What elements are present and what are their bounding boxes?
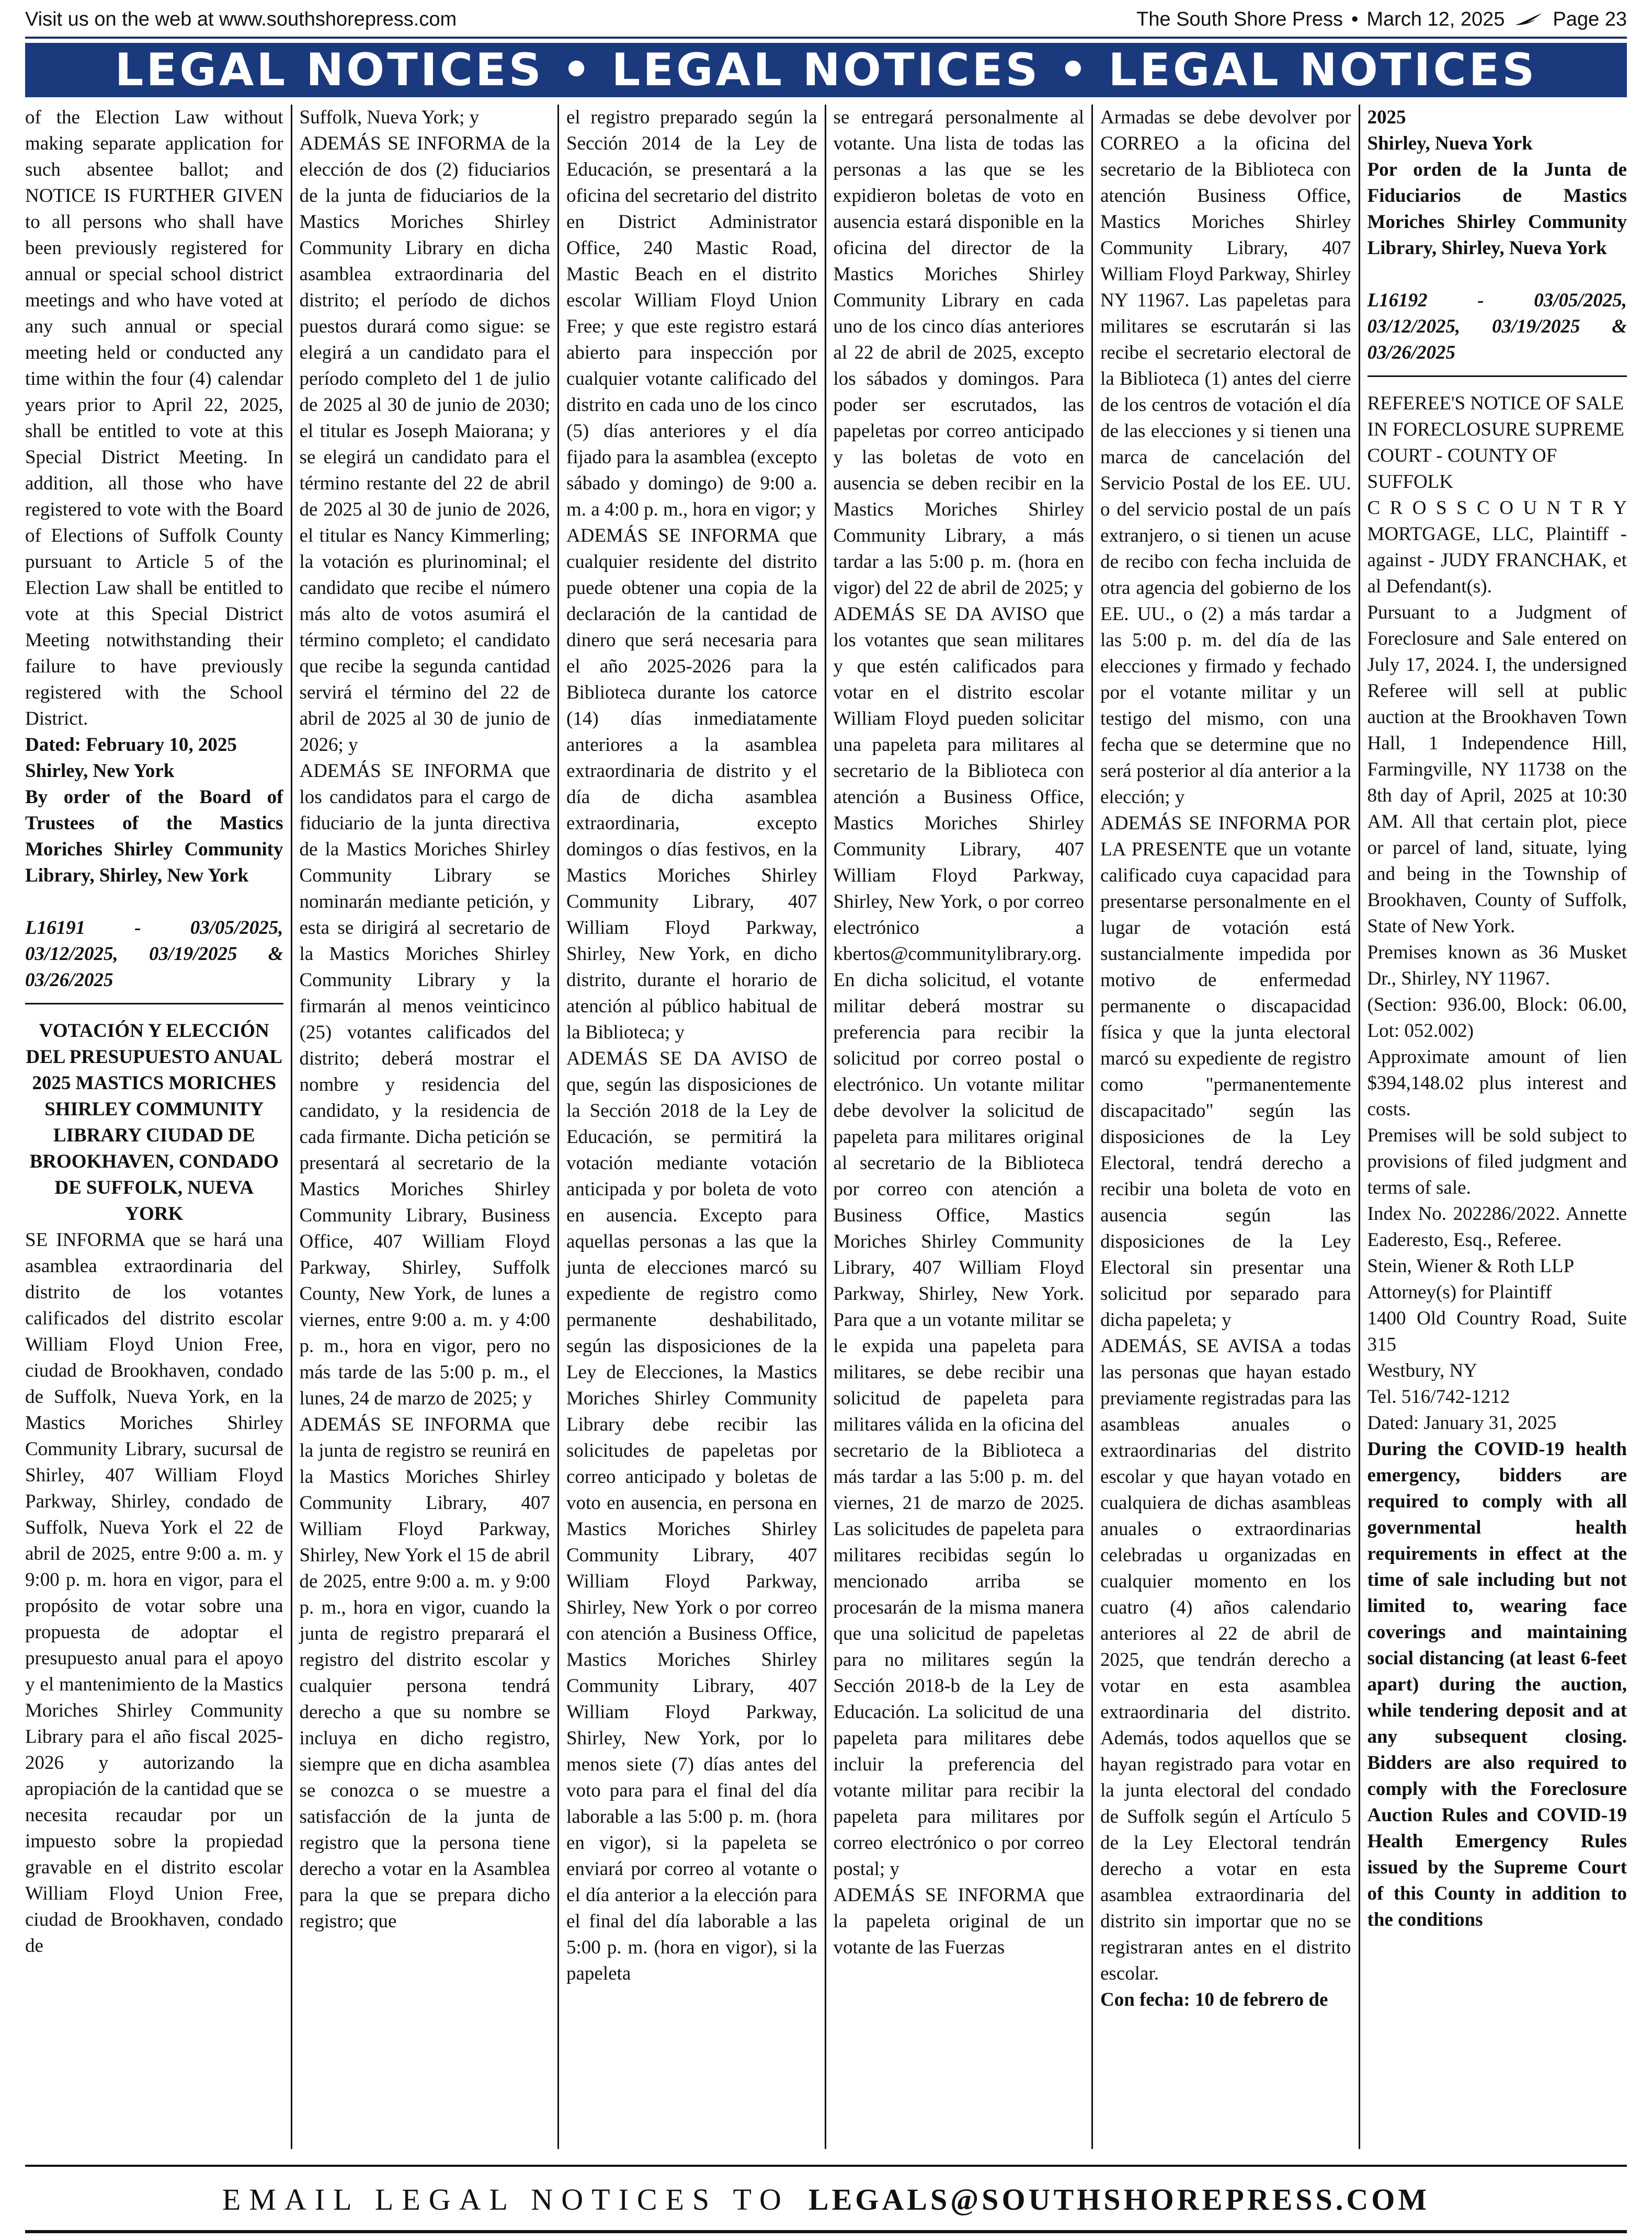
dated-line: Con fecha: 10 de febrero de xyxy=(1100,1989,1328,2010)
page-info xyxy=(1136,8,1627,31)
top-bar xyxy=(25,4,1627,35)
paragraph: Premises will be sold subject to provisions of filed judgment and terms of sale. xyxy=(1367,1125,1627,1198)
column-2 xyxy=(292,105,560,2149)
paragraph: Westbury, NY xyxy=(1367,1360,1477,1381)
paragraph: ADEMÁS, SE AVISA a todas las personas que hayan estado previamente registradas para las asambleas anuales o extraordinarias del distrito escolar y que hayan votado en cualquiera de dichas asambleas anuales o extraordinarias celebradas u organizadas en cualquier momento en los cuatro (4) años calendario anteriores al 22 de abril de 2025, que tendrán derecho a votar en esta asamblea extraordinaria del distrito. Además, todos aquellos que se hayan registrado para votar en la junta electoral del condado de Suffolk según el Artículo 5 de la Ley Electoral tendrán derecho a votar en esta asamblea extraordinaria del distrito sin importar que no se registraran antes en el distrito escolar. xyxy=(1100,1335,1351,1984)
paragraph: ADEMÁS SE INFORMA que los candidatos para el cargo de fiduciario de la junta directiva de la Mastics Moriches Shirley Community Library se nominarán mediante petición, y esta se dirigirá al secretario de la Mastics Moriches Shirley Community Library y la firmarán al menos veinticinco (25) votantes calificados del distrito; deberá mostrar el nombre y residencia del candidato, y la residencia de cada firmante. Dicha petición se presentará al secretario de la Mastics Moriches Shirley Community Library, Business Office, 407 William Floyd Parkway, Shirley, Suffolk County, New York, de lunes a viernes, entre 9:00 a. m. y 4:00 p. m., hora en vigor, pero no más tarde de las 5:00 p. m., el lunes, 24 de marzo de 2025; y xyxy=(299,760,550,1409)
quill-icon xyxy=(1513,12,1544,27)
page-number: Page 23 xyxy=(1553,8,1627,30)
banner-title: LEGAL NOTICES • LEGAL NOTICES • LEGAL NOTICES xyxy=(115,44,1537,96)
column-6 xyxy=(1360,105,1627,2149)
paragraph: Index No. 202286/2022. Annette Eaderesto, Esq., Referee. xyxy=(1367,1203,1627,1251)
website-link[interactable]: Visit us on the web at www.southshorepress.com xyxy=(25,8,457,30)
footer-rule-top xyxy=(25,2165,1627,2167)
paragraph: ADEMÁS SE INFORMA POR LA PRESENTE que un votante calificado cuya capacidad para presentarse personalmente en el lugar de votación está sustancialmente impedida por motivo de enfermedad permanente o discapacidad física y que la junta electoral marcó su expediente de registro como "permanentemente discapacitado" según las disposiciones de la Ley Electoral, tendrá derecho a recibir una boleta de voto en ausencia según las disposiciones de la Ley Electoral sin presentar una solicitud por separado para dicha papeleta; y xyxy=(1100,813,1351,1331)
paragraph: of the Election Law without making separate application for such absentee ballot; and NOTICE IS FURTHER GIVEN to all persons who shall have been previously registered for annual or special school district meetings and who have voted at any such annual or special meeting held or conducted any time within the four (4) calendar years prior to April 22, 2025, shall be entitled to vote at this Special District Meeting. In addition, all those who have registered to vote with the Board of Elections of Suffolk County pursuant to Article 5 of the Election Law shall be entitled to vote at this Special District Meeting notwithstanding their failure to have previously registered with the School District. xyxy=(25,107,283,729)
paragraph: SE INFORMA que se hará una asamblea extraordinaria del distrito de los votantes calificados del distrito escolar William Floyd Union Free, ciudad de Brookhaven, condado de Suffolk, Nueva York, en la Mastics Moriches Shirley Community Library, sucursal de Shirley, 407 William Floyd Parkway, Shirley, condado de Suffolk, Nueva York el 22 de abril de 2025, entre 9:00 a. m. y 9:00 p. m. hora en vigor, para el propósito de votar sobre una propuesta de adoptar el presupuesto anual para el apoyo y el mantenimiento de la Mastics Moriches Shirley Community Library para el año fiscal 2025-2026 y autorizando la apropiación de la cantidad que se necesita recaudar por un impuesto sobre la propiedad gravable en el distrito escolar William Floyd Union Free, ciudad de Brookhaven, condado de xyxy=(25,1229,283,1957)
paragraph: el registro preparado según la Sección 2014 de la Ley de Educación, se presentará a la oficina del secretario del distrito en District Administrator Office, 240 Mastic Road, Mastic Beach en el distrito escolar William Floyd Union Free; y que este registro estará abierto para inspección por cualquier votante calificado del distrito en cada uno de los cinco (5) días anteriores y el día fijado para la asamblea (excepto sábado y domingo) de 9:00 a. m. a 4:00 p. m., hora en vigor; y xyxy=(566,107,817,520)
covid-notice: During the COVID-19 health emergency, bidders are required to comply with all governmental health requirements in effect at the time of sale including but not limited to, wearing face coverings and maintaining social distancing (at least 6-feet apart) during the auction, while tendering deposit and at any subsequent closing. Bidders are also required to comply with the Foreclosure Auction Rules and COVID-19 Health Emergency Rules issued by the Supreme Court of this County in addition to the conditions xyxy=(1367,1438,1627,1930)
notice-reference: L16192 - 03/05/2025, 03/12/2025, 03/19/2025 & 03/26/2025 xyxy=(1367,290,1627,363)
header-rule xyxy=(25,37,1627,39)
notice-title: VOTACIÓN Y ELECCIÓN DEL PRESUPUESTO ANUAL 2025 MASTICS MORICHES SHIRLEY COMMUNITY LIBRARY CIUDAD DE BROOKHAVEN, CONDADO DE SUFFOLK, NUEVA YORK xyxy=(26,1020,283,1225)
paragraph: ADEMÁS SE INFORMA de la elección de dos (2) fiduciarios de la junta de fiduciarios de la Mastics Moriches Shirley Community Library en dicha asamblea extraordinaria del distrito; el período de dichos puestos durará como sigue: se elegirá a un candidato para el período completo del 1 de julio de 2025 al 30 de junio de 2030; el titular es Joseph Maiorana; y se elegirá un candidato para el término restante del 22 de abril de 2025 al 30 de junio de 2026, el titular es Nancy Kimmerling; la votación es plurinominal; el candidato que recibe el número más alto de votos asumirá el término completo; el candidato que recibe la segunda cantidad servirá el término del 22 de abril de 2025 al 30 de junio de 2026; y xyxy=(299,133,550,756)
paragraph: Stein, Wiener & Roth LLP xyxy=(1367,1255,1575,1277)
notice-heading: REFEREE'S NOTICE OF SALE IN FORECLOSURE SUPREME COURT - COUNTY OF SUFFOLK xyxy=(1367,393,1624,493)
paragraph: Pursuant to a Judgment of Foreclosure and Sale entered on July 17, 2024. I, the undersigned Referee will sell at public auction at the Brookhaven Town Hall, 1 Independence Hill, Farmingville, NY 11738 on the 8th day of April, 2025 at 10:30 AM. All that certain plot, piece or parcel of land, situate, lying and being in the Township of Brookhaven, County of Suffolk, State of New York. xyxy=(1367,602,1627,937)
paragraph: Approximate amount of lien $394,148.02 plus interest and costs. xyxy=(1367,1046,1627,1120)
place-line: Shirley, Nueva York xyxy=(1367,133,1533,154)
spacer xyxy=(25,889,283,915)
column-1 xyxy=(25,105,292,2149)
paragraph: se entregará personalmente al votante. Una lista de todas las personas a las que se les expidieron boletas de voto en ausencia estará disponible en la oficina del director de la Mastics Moriches Shirley Community Library en cada uno de los cinco días anteriores al 22 de abril de 2025, excepto los sábados y domingos. Para poder ser escrutados, las papeletas por correo anticipado y las boletas de voto en ausencia se deben recibir en la Mastics Moriches Shirley Community Library, a más tardar a las 5:00 p. m. (hora en vigor) del 22 de abril de 2025; y xyxy=(833,107,1084,599)
notice-divider xyxy=(1368,375,1627,377)
section-banner xyxy=(25,43,1627,97)
paragraph: Premises known as 36 Musket Dr., Shirley, NY 11967. xyxy=(1367,942,1627,989)
footer xyxy=(25,2174,1627,2224)
paragraph: Armadas se debe devolver por CORREO a la oficina del secretario de la Biblioteca con atención Business Office, Mastics Moriches Shirley Community Library, 407 William Floyd Parkway, Shirley NY 11967. Las papeletas para militares se escrutarán si las recibe el secretario electoral de la Biblioteca (1) antes del cierre de los centros de votación el día de las elecciones y si tienen una marca de cancelación del Servicio Postal de los EE. UU. o del servicio postal de un país extranjero, o si tienen un acuse de recibo con fecha incluida de otra agencia del gobierno de los EE. UU., o (2) a más tardar a las 5:00 p. m. del día de las elecciones y firmado y fechado por el votante militar y un testigo del mismo, con una fecha que se determine que no será posterior al día anterior a la elección; y xyxy=(1100,107,1351,808)
paper-name: The South Shore Press xyxy=(1136,8,1343,30)
paragraph: 1400 Old Country Road, Suite 315 xyxy=(1367,1308,1627,1355)
footer-label: EMAIL LEGAL NOTICES TO xyxy=(222,2182,790,2216)
paragraph: ADEMÁS SE INFORMA que la papeleta original de un votante de las Fuerzas xyxy=(833,1884,1084,1958)
paragraph: ADEMÁS SE DA AVISO de que, según las disposiciones de la Sección 2018 de la Ley de Educación, se permitirá la votación mediante votación anticipada y por boleta de voto en ausencia. Excepto para aquellas personas a las que la junta de elecciones marcó su expediente de registro como permanente deshabilitado, según las disposiciones de la Ley de Elecciones, la Mastics Moriches Shirley Community Library debe recibir las solicitudes de papeletas por correo anticipado y boletas de voto en ausencia, en persona en Mastics Moriches Shirley Community Library, 407 William Floyd Parkway, Shirley, New York o por correo con atención a Business Office, Mastics Moriches Shirley Community Library, 407 William Floyd Parkway, Shirley, New York, por lo menos siete (7) días antes del voto para para el final del día laborable a las 5:00 p. m. (hora en vigor), si la papeleta se enviará por correo al votante o el día anterior a la elección para el final del día laborable a las 5:00 p. m. (hora en vigor), si la papeleta xyxy=(566,1048,817,1984)
paragraph: ADEMÁS SE INFORMA que cualquier residente del distrito puede obtener una copia de la declaración de la cantidad de dinero que será necesaria para el año 2025-2026 para la Biblioteca durante los catorce (14) días inmediatamente anteriores a la asamblea extraordinaria de distrito y el día de dicha asamblea extraordinaria, excepto domingos o días festivos, en la Mastics Moriches Shirley Community Library, 407 William Floyd Parkway, Shirley, New York, en dicho distrito, durante el horario de atención al público habitual de la Biblioteca; y xyxy=(566,525,817,1043)
signature-block: By order of the Board of Trustees of the Mastics Moriches Shirley Community Library, Shirley, New York xyxy=(25,786,283,886)
footer-email-link[interactable]: LEGALS@SOUTHSHOREPRESS.COM xyxy=(808,2182,1430,2216)
paragraph: Dated: January 31, 2025 xyxy=(1367,1412,1557,1434)
column-3 xyxy=(559,105,826,2149)
issue-date: March 12, 2025 xyxy=(1366,8,1505,30)
signature-block: Por orden de la Junta de Fiduciarios de Mastics Moriches Shirley Community Library, Shirley, Nueva York xyxy=(1367,159,1627,259)
notice-divider xyxy=(25,1003,283,1004)
notice-reference: L16191 - 03/05/2025, 03/12/2025, 03/19/2025 & 03/26/2025 xyxy=(25,917,283,991)
dated-year: 2025 xyxy=(1367,107,1406,128)
column-5 xyxy=(1093,105,1360,2149)
paragraph: ADEMÁS SE INFORMA que la junta de registro se reunirá en la Mastics Moriches Shirley Community Library, 407 William Floyd Parkway, Shirley, New York el 15 de abril de 2025, entre 9:00 a. m. y 9:00 p. m., hora en vigor, cuando la junta de registro preparará el registro del distrito escolar y cualquier persona tendrá derecho a que su nombre se incluya en dicho registro, siempre que en dicha asamblea se conozca o se muestre a satisfacción de la junta de registro que la persona tiene derecho a votar en la Asamblea para la que se prepara dicho registro; que xyxy=(299,1414,550,1932)
paragraph: (Section: 936.00, Block: 06.00, Lot: 052.002) xyxy=(1367,994,1627,1042)
paragraph: Suffolk, Nueva York; y xyxy=(299,107,480,128)
bullet-separator: • xyxy=(1351,8,1359,30)
dated-line: Dated: February 10, 2025 xyxy=(25,734,237,756)
footer-rule-bottom xyxy=(25,2230,1627,2233)
paragraph: Tel. 516/742-1212 xyxy=(1367,1386,1510,1408)
place-line: Shirley, New York xyxy=(25,760,175,782)
notice-columns xyxy=(25,105,1627,2149)
spacer xyxy=(1368,261,1627,288)
paragraph: C R O S S C O U N T R Y MORTGAGE, LLC, Plaintiff - against - JUDY FRANCHAK, et al Defendant(s). xyxy=(1367,497,1627,597)
column-4 xyxy=(826,105,1093,2149)
paragraph: ADEMÁS SE DA AVISO que los votantes que sean militares y que estén calificados para votar en el distrito escolar William Floyd pueden solicitar una papeleta para militares al secretario de la Biblioteca con atención a Business Office, Mastics Moriches Shirley Community Library, 407 William Floyd Parkway, Shirley, New York, o por correo electrónico a kbertos@communitylibrary.org. En dicha solicitud, el votante militar deberá mostrar su preferencia para recibir la solicitud por correo postal o electrónico. Un votante militar debe devolver la solicitud de papeleta para militares original al secretario de la Biblioteca por correo con atención a Business Office, Mastics Moriches Shirley Community Library, 407 William Floyd Parkway, Shirley, New York. Para que a un votante militar se le expida una papeleta para militares, se debe recibir una solicitud de papeleta para militares válida en la oficina del secretario de la Biblioteca a más tardar a las 5:00 p. m. del viernes, 21 de marzo de 2025. Las solicitudes de papeleta para militares recibidas según lo mencionado arriba se procesarán de la misma manera que una solicitud de papeletas para no militares según la Sección 2018-b de la Ley de Educación. La solicitud de una papeleta para militares debe incluir la preferencia del votante militar para recibir la papeleta para militares por correo electrónico o por correo postal; y xyxy=(833,603,1084,1880)
paragraph: Attorney(s) for Plaintiff xyxy=(1367,1282,1552,1303)
